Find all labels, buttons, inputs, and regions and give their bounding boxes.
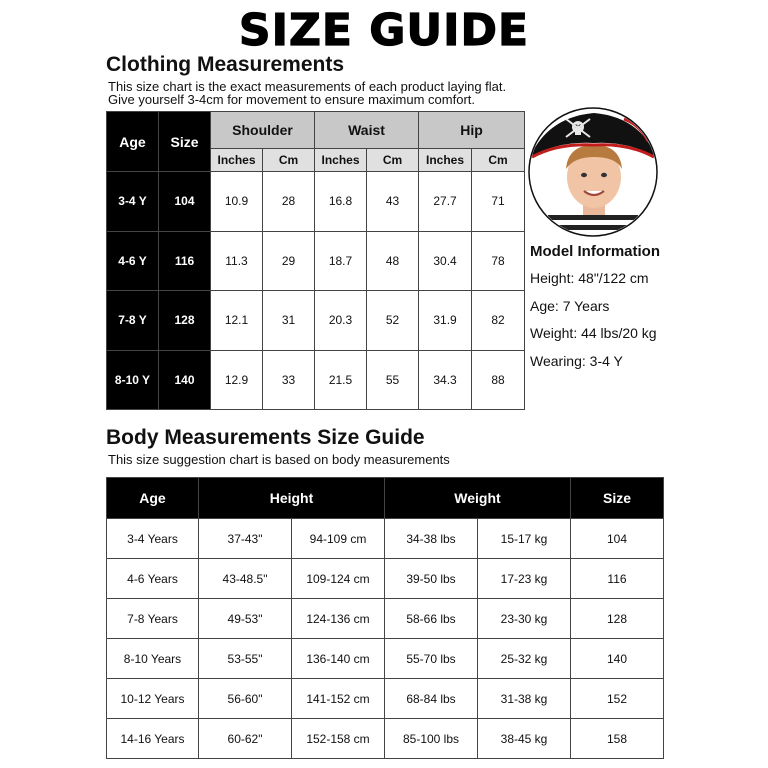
unit-header: Cm: [263, 149, 315, 172]
table-cell: 4-6 Years: [107, 559, 199, 599]
table-cell: 136-140 cm: [292, 639, 385, 679]
age-cell: 3-4 Y: [107, 172, 159, 232]
table-cell: 158: [571, 719, 664, 759]
table-cell: 68-84 lbs: [385, 679, 478, 719]
table-cell: 78: [472, 231, 525, 291]
table-row: [107, 231, 525, 291]
table-row: [107, 291, 525, 351]
table-cell: 31.9: [419, 291, 472, 351]
page-title: SIZE GUIDE: [238, 5, 530, 56]
size-cell: 128: [159, 291, 211, 351]
table-cell: 18.7: [315, 231, 367, 291]
age-cell: 7-8 Y: [107, 291, 159, 351]
table-cell: 8-10 Years: [107, 639, 199, 679]
table-cell: 12.1: [211, 291, 263, 351]
table-row: [107, 679, 664, 719]
model-age: Age: 7 Years: [530, 298, 610, 314]
age-cell: 4-6 Y: [107, 231, 159, 291]
size-cell: 140: [159, 350, 211, 410]
model-height: Height: 48"/122 cm: [530, 270, 649, 286]
model-info-title: Model Information: [530, 243, 660, 260]
table-cell: 49-53": [199, 599, 292, 639]
table-cell: 29: [263, 231, 315, 291]
size-cell: 116: [159, 231, 211, 291]
table-cell: 43-48.5": [199, 559, 292, 599]
table-cell: 152-158 cm: [292, 719, 385, 759]
table-cell: 104: [571, 519, 664, 559]
table-cell: 30.4: [419, 231, 472, 291]
table-cell: 34.3: [419, 350, 472, 410]
table-cell: 116: [571, 559, 664, 599]
col-group-shoulder: Shoulder: [211, 112, 315, 149]
table-cell: 152: [571, 679, 664, 719]
table-cell: 94-109 cm: [292, 519, 385, 559]
table-cell: 124-136 cm: [292, 599, 385, 639]
table-cell: 37-43": [199, 519, 292, 559]
table-cell: 25-32 kg: [478, 639, 571, 679]
table-cell: 23-30 kg: [478, 599, 571, 639]
table-row: [107, 350, 525, 410]
age-cell: 8-10 Y: [107, 350, 159, 410]
table-cell: 128: [571, 599, 664, 639]
model-wearing: Wearing: 3-4 Y: [530, 353, 623, 369]
model-weight: Weight: 44 lbs/20 kg: [530, 325, 657, 341]
clothing-note-2: Give yourself 3-4cm for movement to ensure maximum comfort.: [108, 92, 476, 107]
table-cell: 33: [263, 350, 315, 410]
table-row: [107, 559, 664, 599]
table-cell: 55: [367, 350, 419, 410]
size-cell: 104: [159, 172, 211, 232]
table-cell: 141-152 cm: [292, 679, 385, 719]
table-cell: 12.9: [211, 350, 263, 410]
table-cell: 52: [367, 291, 419, 351]
table-row: [107, 172, 525, 232]
body-measurements-table: [106, 477, 664, 759]
table-cell: 28: [263, 172, 315, 232]
table-cell: 20.3: [315, 291, 367, 351]
table-cell: 58-66 lbs: [385, 599, 478, 639]
table-cell: 60-62": [199, 719, 292, 759]
table-cell: 56-60": [199, 679, 292, 719]
table-cell: 11.3: [211, 231, 263, 291]
clothing-measurements-table: [106, 111, 525, 410]
table-row: [107, 639, 664, 679]
table-cell: 71: [472, 172, 525, 232]
unit-header: Inches: [315, 149, 367, 172]
table-row: [107, 719, 664, 759]
unit-header: Cm: [367, 149, 419, 172]
col-group-hip: Hip: [419, 112, 525, 149]
table-cell: 38-45 kg: [478, 719, 571, 759]
unit-header: Cm: [472, 149, 525, 172]
table-cell: 43: [367, 172, 419, 232]
table-cell: 82: [472, 291, 525, 351]
table-cell: 55-70 lbs: [385, 639, 478, 679]
table-cell: 31-38 kg: [478, 679, 571, 719]
table-cell: 15-17 kg: [478, 519, 571, 559]
table-cell: 109-124 cm: [292, 559, 385, 599]
table-cell: 10.9: [211, 172, 263, 232]
table-cell: 34-38 lbs: [385, 519, 478, 559]
body-note: This size suggestion chart is based on body measurements: [108, 452, 450, 467]
table-row: [107, 599, 664, 639]
col-header-weight: Weight: [385, 478, 571, 519]
table-cell: 31: [263, 291, 315, 351]
table-cell: 48: [367, 231, 419, 291]
table-cell: 85-100 lbs: [385, 719, 478, 759]
table-cell: 17-23 kg: [478, 559, 571, 599]
table-cell: 10-12 Years: [107, 679, 199, 719]
col-header-height: Height: [199, 478, 385, 519]
table-row: [107, 519, 664, 559]
col-header-age: Age: [107, 478, 199, 519]
body-heading: Body Measurements Size Guide: [106, 426, 425, 449]
table-cell: 53-55": [199, 639, 292, 679]
clothing-note-1: This size chart is the exact measurements of each product laying flat.: [108, 79, 507, 94]
col-group-waist: Waist: [315, 112, 419, 149]
col-header-size: Size: [571, 478, 664, 519]
model-photo: [528, 107, 658, 237]
table-cell: 88: [472, 350, 525, 410]
table-cell: 21.5: [315, 350, 367, 410]
table-cell: 3-4 Years: [107, 519, 199, 559]
table-cell: 39-50 lbs: [385, 559, 478, 599]
table-cell: 27.7: [419, 172, 472, 232]
table-cell: 7-8 Years: [107, 599, 199, 639]
clothing-heading: Clothing Measurements: [106, 53, 345, 76]
unit-header: Inches: [419, 149, 472, 172]
table-cell: 16.8: [315, 172, 367, 232]
col-header-size: Size: [159, 112, 211, 172]
table-cell: 14-16 Years: [107, 719, 199, 759]
table-cell: 140: [571, 639, 664, 679]
unit-header: Inches: [211, 149, 263, 172]
col-header-age: Age: [107, 112, 159, 172]
